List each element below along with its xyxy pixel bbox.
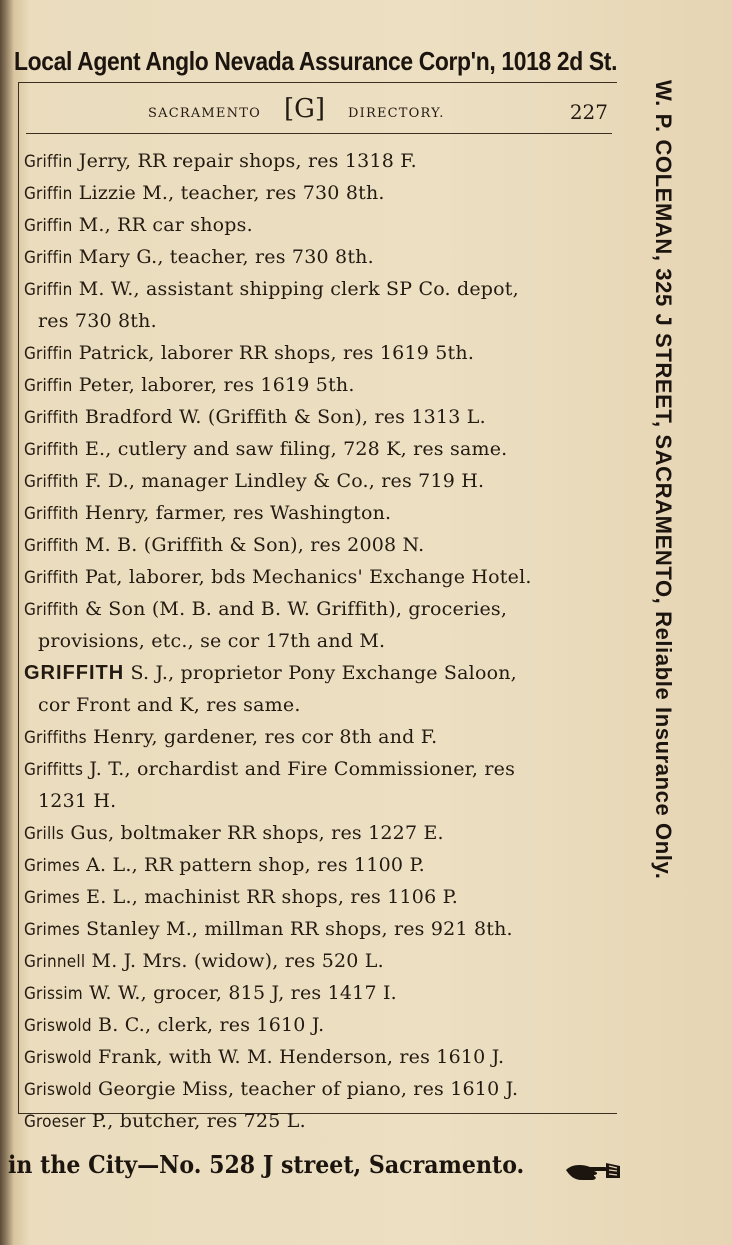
entry-surname: Grimes xyxy=(24,888,80,908)
directory-entry xyxy=(24,657,612,689)
header-title: DIRECTORY. xyxy=(348,106,445,121)
directory-entry xyxy=(24,1009,612,1041)
entry-surname: Griswold xyxy=(24,1048,92,1068)
entry-surname: Griswold xyxy=(24,1016,92,1036)
directory-entry xyxy=(24,529,612,561)
directory-entry xyxy=(24,977,612,1009)
entry-details: W. W., grocer, 815 J, res 1417 I. xyxy=(89,982,397,1004)
entry-details: M. W., assistant shipping clerk SP Co. depot, xyxy=(78,278,519,300)
directory-entry xyxy=(24,465,612,497)
directory-entries xyxy=(24,145,612,1137)
directory-entry xyxy=(24,145,612,177)
entry-surname: Grimes xyxy=(24,856,80,876)
entry-details: E., cutlery and saw filing, 728 K, res same. xyxy=(84,438,508,460)
entry-details: M., RR car shops. xyxy=(78,214,253,236)
directory-entry xyxy=(24,209,612,241)
header-rule xyxy=(26,133,612,134)
entry-details: Frank, with W. M. Henderson, res 1610 J. xyxy=(98,1046,505,1068)
side-advertisement xyxy=(636,80,676,1150)
entry-surname: Griffith xyxy=(24,568,79,588)
directory-entry-continuation xyxy=(24,625,612,657)
entry-details: Pat, laborer, bds Mechanics' Exchange Hotel. xyxy=(84,566,532,588)
entry-surname: Grimes xyxy=(24,920,80,940)
entry-details: Stanley M., millman RR shops, res 921 8th. xyxy=(86,918,513,940)
directory-entry xyxy=(24,401,612,433)
directory-entry xyxy=(24,1041,612,1073)
entry-details: F. D., manager Lindley & Co., res 719 H. xyxy=(84,470,485,492)
directory-entry xyxy=(24,1105,612,1137)
directory-entry xyxy=(24,913,612,945)
entry-surname: Griffin xyxy=(24,216,73,236)
directory-entry xyxy=(24,945,612,977)
directory-entry xyxy=(24,817,612,849)
entry-details: Henry, gardener, res cor 8th and F. xyxy=(93,726,438,748)
entry-details: B. C., clerk, res 1610 J. xyxy=(98,1014,325,1036)
entry-surname: Griffin xyxy=(24,376,73,396)
directory-entry-continuation xyxy=(24,305,612,337)
entry-surname: Groeser xyxy=(24,1112,86,1132)
entry-details: S. J., proprietor Pony Exchange Saloon, xyxy=(130,662,517,684)
entry-surname: Griffitts xyxy=(24,760,84,780)
entry-surname: GRIFFITH xyxy=(24,662,125,684)
directory-entry xyxy=(24,721,612,753)
entry-surname: Griffith xyxy=(24,504,79,524)
top-advertisement: Local Agent Anglo Nevada Assurance Corp'n, 1018 2d St. xyxy=(14,46,618,76)
entry-details: Georgie Miss, teacher of piano, res 1610 J. xyxy=(98,1078,519,1100)
entry-details: Lizzie M., teacher, res 730 8th. xyxy=(78,182,385,204)
entry-details: Gus, boltmaker RR shops, res 1227 E. xyxy=(70,822,444,844)
directory-entry xyxy=(24,337,612,369)
entry-details: Bradford W. (Griffith & Son), res 1313 L. xyxy=(84,406,486,428)
entry-surname: Grinnell xyxy=(24,952,86,972)
page-number: 227 xyxy=(569,100,608,124)
directory-entry xyxy=(24,369,612,401)
entry-details: A. L., RR pattern shop, res 1100 P. xyxy=(86,854,425,876)
directory-entry xyxy=(24,177,612,209)
entry-details: cor Front and K, res same. xyxy=(38,694,301,716)
pointing-hand-icon xyxy=(564,1158,624,1182)
entry-details: E. L., machinist RR shops, res 1106 P. xyxy=(86,886,458,908)
entry-details: M. J. Mrs. (widow), res 520 L. xyxy=(91,950,384,972)
entry-surname: Grissim xyxy=(24,984,83,1004)
running-header xyxy=(18,96,616,126)
entry-details: Peter, laborer, res 1619 5th. xyxy=(78,374,355,396)
directory-entry xyxy=(24,881,612,913)
entry-surname: Griffith xyxy=(24,536,79,556)
directory-entry-continuation xyxy=(24,689,612,721)
entry-details: provisions, etc., se cor 17th and M. xyxy=(38,630,386,652)
directory-entry xyxy=(24,593,612,625)
entry-surname: Griffith xyxy=(24,600,79,620)
entry-details: Patrick, laborer RR shops, res 1619 5th. xyxy=(78,342,475,364)
entry-surname: Griffin xyxy=(24,152,73,172)
entry-surname: Griffith xyxy=(24,440,79,460)
directory-entry xyxy=(24,753,612,785)
entry-surname: Griffiths xyxy=(24,728,87,748)
entry-details: J. T., orchardist and Fire Commissioner, res xyxy=(89,758,516,780)
entry-surname: Griffin xyxy=(24,248,73,268)
entry-surname: Grills xyxy=(24,824,65,844)
entry-surname: Griffin xyxy=(24,344,73,364)
entry-details: Jerry, RR repair shops, res 1318 F. xyxy=(78,150,417,172)
directory-entry xyxy=(24,241,612,273)
entry-surname: Griffin xyxy=(24,184,73,204)
entry-surname: Griffin xyxy=(24,280,73,300)
bottom-advertisement: in the City—No. 528 J street, Sacramento. xyxy=(8,1150,525,1179)
directory-entry xyxy=(24,433,612,465)
directory-entry xyxy=(24,497,612,529)
directory-entry xyxy=(24,1073,612,1105)
entry-surname: Griffith xyxy=(24,408,79,428)
header-city: SACRAMENTO xyxy=(148,106,261,121)
directory-entry-continuation xyxy=(24,785,612,817)
header-letter: [G] xyxy=(284,94,326,124)
entry-details: res 730 8th. xyxy=(38,310,157,332)
entry-surname: Griffith xyxy=(24,472,79,492)
entry-details: M. B. (Griffith & Son), res 2008 N. xyxy=(84,534,425,556)
entry-surname: Griswold xyxy=(24,1080,92,1100)
entry-details: 1231 H. xyxy=(38,790,117,812)
entry-details: Henry, farmer, res Washington. xyxy=(84,502,392,524)
entry-details: Mary G., teacher, res 730 8th. xyxy=(78,246,374,268)
side-advertisement-text: W. P. COLEMAN, 325 J STREET, SACRAMENTO, Reliable Insurance Only. xyxy=(651,80,676,880)
directory-entry xyxy=(24,561,612,593)
directory-entry xyxy=(24,849,612,881)
entry-details: P., butcher, res 725 L. xyxy=(91,1110,306,1132)
directory-entry xyxy=(24,273,612,305)
entry-details: & Son (M. B. and B. W. Griffith), groceries, xyxy=(84,598,508,620)
